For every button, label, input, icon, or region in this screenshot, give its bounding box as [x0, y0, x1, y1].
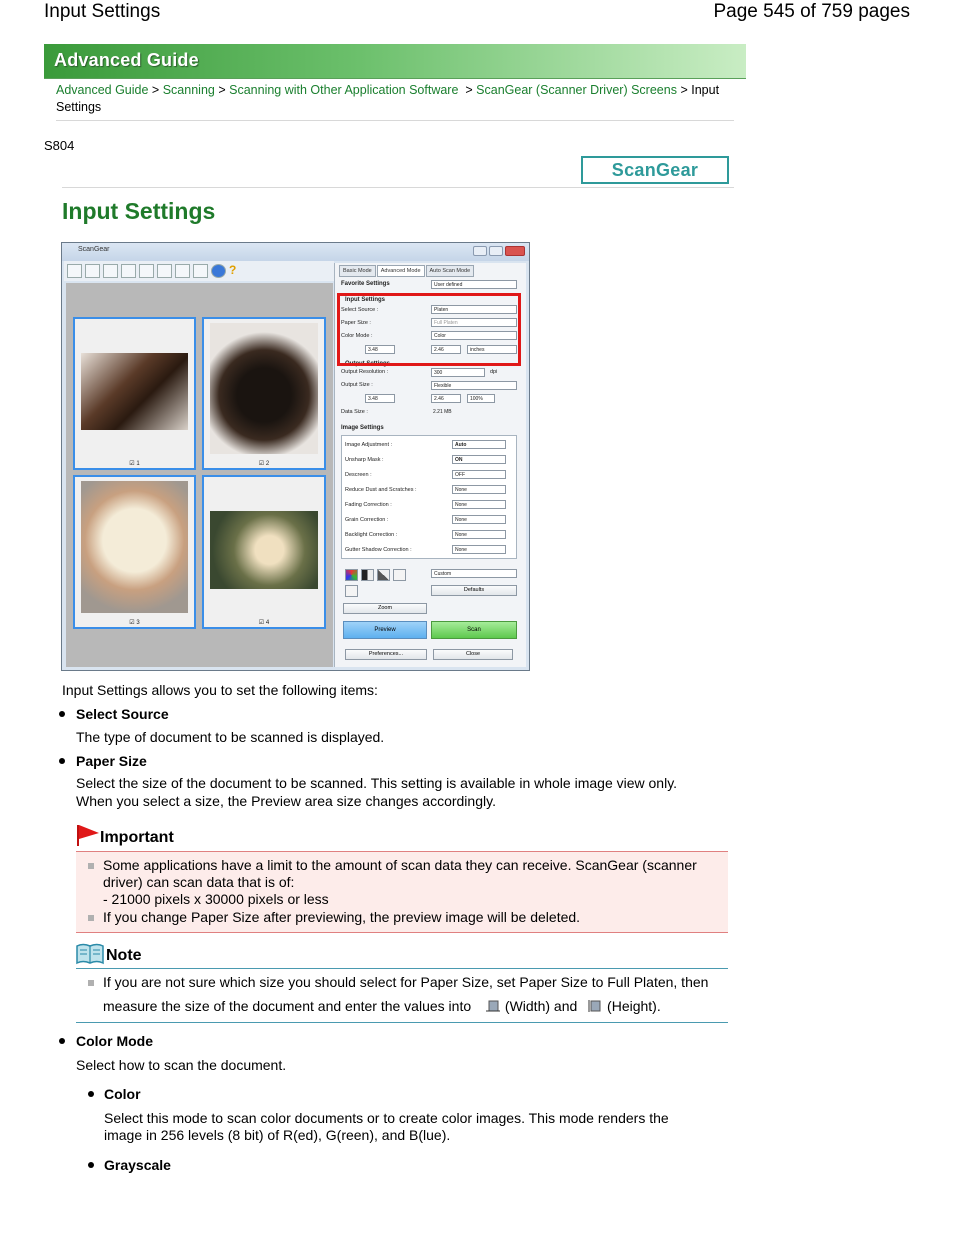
color-mode-title: Color Mode: [76, 1033, 153, 1049]
advanced-guide-banner: [44, 44, 746, 79]
image-setting-label: Grain Correction :: [345, 517, 389, 523]
intro-text: Input Settings allows you to set the following items:: [62, 682, 378, 698]
toolbar-button-icon: [139, 264, 154, 278]
thumbnail-photo: [210, 323, 318, 454]
toolbar: [64, 261, 334, 281]
color-desc-2: image in 256 levels (8 bit) of R(ed), G(reen), and B(lue).: [104, 1127, 451, 1143]
thumbnail: [202, 317, 326, 470]
important-item-1-cont: driver) can scan data that is of:: [103, 874, 295, 890]
note-height-text: (Height).: [607, 998, 661, 1014]
thumbnail: [202, 475, 326, 629]
histogram-icon[interactable]: [377, 569, 390, 581]
breadcrumb-link-scanning[interactable]: Scanning: [162, 83, 215, 97]
height-icon: [587, 999, 603, 1013]
color-desc: Select this mode to scan color documents or to create color images. This mode renders the: [104, 1110, 669, 1126]
image-setting-label: Fading Correction :: [345, 502, 392, 508]
height-input[interactable]: 2.46: [431, 345, 461, 354]
data-size-label: Data Size :: [341, 409, 368, 415]
tab-basic-mode[interactable]: Basic Mode: [339, 265, 376, 277]
toolbar-button-icon: [193, 264, 208, 278]
image-setting-label: Image Adjustment :: [345, 442, 393, 448]
toolbar-button-icon: [67, 264, 82, 278]
header-title: Input Settings: [44, 1, 161, 22]
doc-code: S804: [44, 138, 75, 153]
divider: [62, 187, 734, 188]
select-source-label: Select Source :: [341, 307, 379, 313]
output-scale-input[interactable]: 100%: [467, 394, 495, 403]
bullet: [88, 1091, 94, 1097]
thumbnail: [73, 317, 196, 470]
breadcrumb: [56, 82, 736, 116]
important-item-2: If you change Paper Size after previewing, the preview image will be deleted.: [103, 909, 581, 925]
paper-size-title: Paper Size: [76, 753, 147, 769]
square-bullet: [88, 863, 94, 869]
input-settings-head: Input Settings: [345, 297, 385, 303]
color-mode-select[interactable]: Color: [431, 331, 517, 340]
bullet: [59, 758, 65, 764]
image-setting-label: Descreen :: [345, 472, 372, 478]
output-size-select[interactable]: Flexible: [431, 381, 517, 390]
tab-auto-scan-mode[interactable]: Auto Scan Mode: [426, 265, 475, 277]
breadcrumb-separator: >: [218, 83, 226, 97]
width-icon: [485, 999, 501, 1013]
image-settings-head: Image Settings: [341, 425, 384, 431]
window-title: ScanGear: [62, 243, 529, 261]
thumbnail-photo: [210, 511, 318, 589]
image-setting-label: Reduce Dust and Scratches :: [345, 487, 417, 493]
breadcrumb-separator: >: [680, 83, 688, 97]
output-resolution-label: Output Resolution :: [341, 369, 389, 375]
output-height-input[interactable]: 2.46: [431, 394, 461, 403]
breadcrumb-separator: >: [465, 83, 473, 97]
image-setting-select[interactable]: None: [452, 500, 506, 509]
color-balance-icon[interactable]: [345, 569, 358, 581]
thumbnail-photo: [81, 353, 188, 430]
thumbnail-number: ☑ 4: [258, 620, 270, 626]
image-setting-select[interactable]: Auto: [452, 440, 506, 449]
image-setting-select[interactable]: None: [452, 485, 506, 494]
note-width-text: (Width) and: [504, 998, 578, 1014]
paper-size-select[interactable]: Full Platen: [431, 318, 517, 327]
divider: [56, 120, 734, 121]
output-resolution-unit: dpi: [490, 369, 498, 375]
select-source-desc: The type of document to be scanned is displayed.: [76, 729, 385, 745]
important-item-1-limit: - 21000 pixels x 30000 pixels or less: [103, 891, 329, 907]
breadcrumb-link-screens[interactable]: ScanGear (Scanner Driver) Screens: [476, 83, 677, 97]
defaults-button[interactable]: Defaults: [431, 585, 517, 596]
input-settings-highlight: [337, 293, 521, 366]
important-heading: [76, 823, 174, 847]
toolbar-button-icon: [157, 264, 172, 278]
breadcrumb-link-advanced-guide[interactable]: Advanced Guide: [56, 83, 149, 97]
bullet: [88, 1162, 94, 1168]
bullet: [59, 711, 65, 717]
bullet: [59, 1038, 65, 1044]
close-button[interactable]: Close: [433, 649, 513, 660]
grayscale-title: Grayscale: [104, 1157, 171, 1173]
image-settings-list: [341, 435, 517, 559]
breadcrumb-current: Input: [691, 83, 720, 97]
info-icon: [211, 264, 226, 278]
toolbar-button-icon: [103, 264, 118, 278]
note-label: Note: [106, 947, 142, 964]
color-mode-desc: Select how to scan the document.: [76, 1057, 287, 1073]
mode-tabs: [339, 265, 474, 277]
note-box: [76, 968, 728, 1023]
output-settings-head: Output Settings: [345, 361, 390, 367]
width-input[interactable]: 3.48: [365, 345, 395, 354]
brightness-icon[interactable]: [361, 569, 374, 581]
note-line-1: If you are not sure which size you should select for Paper Size, set Paper Size to Full Platen, then: [103, 974, 709, 990]
breadcrumb-current-cont: Settings: [56, 100, 102, 114]
image-setting-select[interactable]: OFF: [452, 470, 506, 479]
output-size-label: Output Size :: [341, 382, 373, 388]
tone-preset-select[interactable]: Custom: [431, 569, 517, 578]
data-size-value: 2.21 MB: [433, 409, 452, 415]
favorite-settings-select[interactable]: User defined: [431, 280, 517, 289]
tone-curve-icon[interactable]: [393, 569, 406, 581]
banner-label: Advanced Guide: [54, 50, 199, 70]
note-line-2-text: measure the size of the document and enter the values into: [103, 998, 472, 1014]
toolbar-button-icon: [175, 264, 190, 278]
paper-size-desc-2: When you select a size, the Preview area size changes accordingly.: [76, 793, 496, 809]
scangear-logo-text: ScanGear: [611, 159, 699, 180]
square-bullet: [88, 915, 94, 921]
zoom-button[interactable]: Zoom: [343, 603, 427, 614]
output-width-input[interactable]: 3.48: [365, 394, 395, 403]
window-controls: [473, 246, 525, 256]
image-setting-label: Gutter Shadow Correction :: [345, 547, 412, 553]
thumbnail-number: ☑ 3: [129, 620, 140, 626]
favorite-settings-label: Favorite Settings: [341, 281, 390, 287]
tone-buttons: [345, 569, 406, 581]
color-mode-label: Color Mode :: [341, 333, 373, 339]
preview-button[interactable]: Preview: [343, 621, 427, 639]
scangear-logo: [581, 156, 729, 184]
image-setting-select[interactable]: None: [452, 530, 506, 539]
preferences-button[interactable]: Preferences...: [345, 649, 427, 660]
select-source-select[interactable]: Platen: [431, 305, 517, 314]
scan-button[interactable]: Scan: [431, 621, 517, 639]
toolbar-button-icon: [85, 264, 100, 278]
square-bullet: [88, 980, 94, 986]
color-title: Color: [104, 1086, 141, 1102]
important-label: Important: [100, 829, 174, 846]
preview-area: [66, 283, 333, 667]
unit-select[interactable]: inches: [467, 345, 517, 354]
page-info: Page 545 of 759 pages: [713, 1, 910, 22]
minimize-icon: [473, 246, 487, 256]
paper-size-label: Paper Size :: [341, 320, 371, 326]
thumbnail-number: ☑ 1: [129, 461, 140, 467]
image-setting-select[interactable]: None: [452, 515, 506, 524]
red-flag-icon: [76, 823, 100, 847]
important-item-1: Some applications have a limit to the amount of scan data they can receive. ScanGear (scanner: [103, 857, 697, 873]
note-heading: [76, 943, 142, 965]
close-icon: [505, 246, 525, 256]
image-setting-select[interactable]: None: [452, 545, 506, 554]
toolbar-button-icon: [121, 264, 136, 278]
thumbnail: [73, 475, 196, 629]
image-setting-label: Backlight Correction :: [345, 532, 398, 538]
breadcrumb-link-other-software[interactable]: Scanning with Other Application Software: [229, 83, 459, 97]
page-title: Input Settings: [62, 198, 216, 224]
book-icon: [76, 943, 104, 965]
scangear-screenshot: [61, 242, 530, 671]
breadcrumb-separator: >: [151, 83, 160, 97]
threshold-icon[interactable]: [345, 585, 358, 597]
thumbnail-photo: [81, 481, 188, 613]
note-line-2: [103, 998, 661, 1016]
output-resolution-select[interactable]: 300: [431, 368, 485, 377]
image-setting-select[interactable]: ON: [452, 455, 506, 464]
important-box: [76, 851, 728, 933]
thumbnail-number: ☑ 2: [258, 461, 270, 467]
select-source-title: Select Source: [76, 706, 169, 722]
help-icon: ?: [229, 263, 237, 277]
image-setting-label: Unsharp Mask :: [345, 457, 384, 463]
tab-advanced-mode[interactable]: Advanced Mode: [377, 265, 425, 277]
maximize-icon: [489, 246, 503, 256]
paper-size-desc: Select the size of the document to be scanned. This setting is available in whole image view only.: [76, 775, 678, 791]
